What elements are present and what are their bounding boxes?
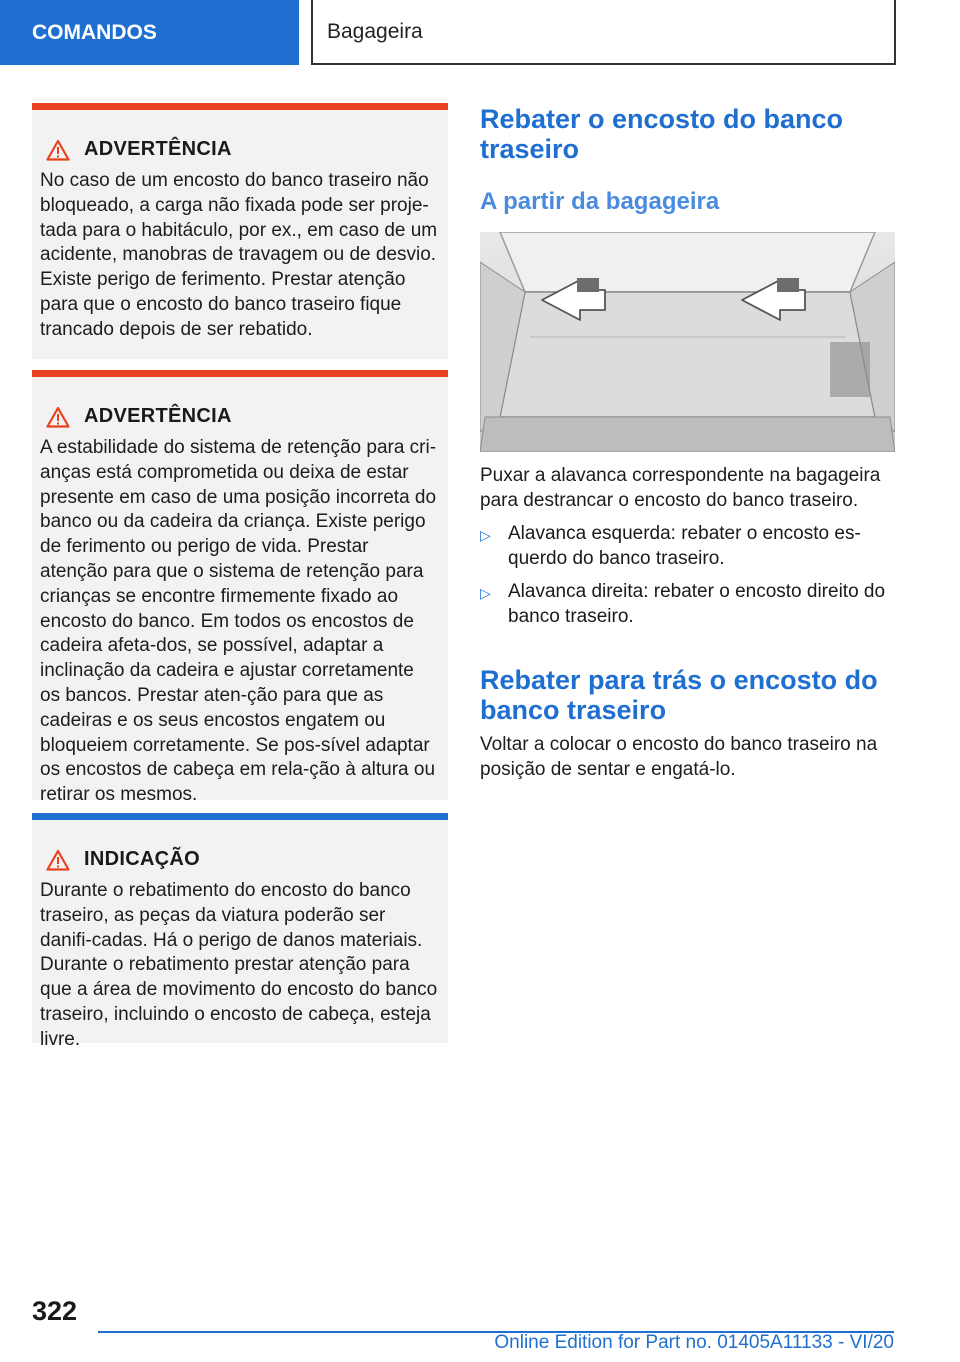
notice-text: Durante o rebatimento do encosto do banco traseiro, as peças da viatura poderão ser danifi‐cadas. Há o perigo de danos materiais. Durante o rebatimento prestar atenção para que a área de movimento do encosto do banco traseiro, incluindo o encosto de cabeça, esteja livre. — [40, 880, 438, 1050]
list-item: ▷ Alavanca direita: rebater o encosto direito do banco traseiro. — [480, 581, 886, 627]
warning-triangle-icon — [46, 849, 70, 871]
warning-title: ADVERTÊNCIA — [46, 138, 438, 161]
fold-back-paragraph: Voltar a colocar o encosto do banco traseiro na posição de sentar e engatá-lo. — [480, 734, 878, 780]
warning-triangle-icon — [46, 406, 70, 428]
list-item: ▷ Alavanca esquerda: rebater o encosto es‐querdo do banco traseiro. — [480, 523, 861, 569]
warning-triangle-icon — [46, 139, 70, 161]
section-heading-fold-back: Rebater para trás o encosto do banco traseiro — [480, 665, 878, 725]
warning-box-1 — [32, 103, 448, 359]
warning-title: ADVERTÊNCIA — [46, 405, 438, 428]
triangle-bullet-icon: ▷ — [480, 527, 491, 543]
page-number: 322 — [32, 1296, 78, 1326]
subheading-from-trunk: A partir da bagageira — [480, 188, 720, 215]
bullet-list — [480, 521, 900, 629]
section-heading-fold: Rebater o encosto do banco traseiro — [480, 104, 844, 164]
edition-footer: Online Edition for Part no. 01405A11133 - VI/20 — [494, 1332, 894, 1353]
chapter-label: COMANDOS — [32, 20, 157, 44]
triangle-bullet-icon: ▷ — [480, 585, 491, 601]
chapter-tab — [0, 0, 299, 65]
warning-text: No caso de um encosto do banco traseiro não bloqueado, a carga não fixada pode ser proje‐tada para o habitáculo, por ex., em caso de um acidente, manobras de travagem ou de desvio. Existe perigo de ferimento. Prestar atenção para que o encosto do banco traseiro fique trancado depois de ser rebatido. — [40, 170, 438, 340]
trunk-photo — [480, 232, 895, 452]
intro-paragraph: Puxar a alavanca correspondente na bagageira para destrancar o encosto do banco traseiro. — [480, 465, 881, 511]
warning-text: A estabilidade do sistema de retenção para cri‐anças está comprometida ou deixa de estar presente em caso de uma posição incorreta do banco ou da cadeira da criança. Existe perigo de ferimento ou perigo de vida. Prestar atenção para que o sistema de retenção para crianças se encontre firmemente fixado ao encosto do banco. Em todos os encostos de cadeira afeta‐dos, se possível, adaptar a inclinação da cadeira e ajustar corretamente os bancos. Prestar aten‐ção para que as cadeiras e os seus encostos engatem ou bloqueiem corretamente. Se pos‐sível adaptar os encostos de cabeça em rela‐ção à altura ou retirar os mesmos. — [40, 437, 437, 806]
section-label: Bagageira — [327, 19, 423, 43]
section-header — [311, 0, 896, 65]
notice-title: INDICAÇÃO — [46, 848, 438, 871]
notice-box — [32, 813, 448, 1050]
warning-box-2 — [32, 370, 448, 806]
trunk-illustration — [480, 232, 895, 452]
